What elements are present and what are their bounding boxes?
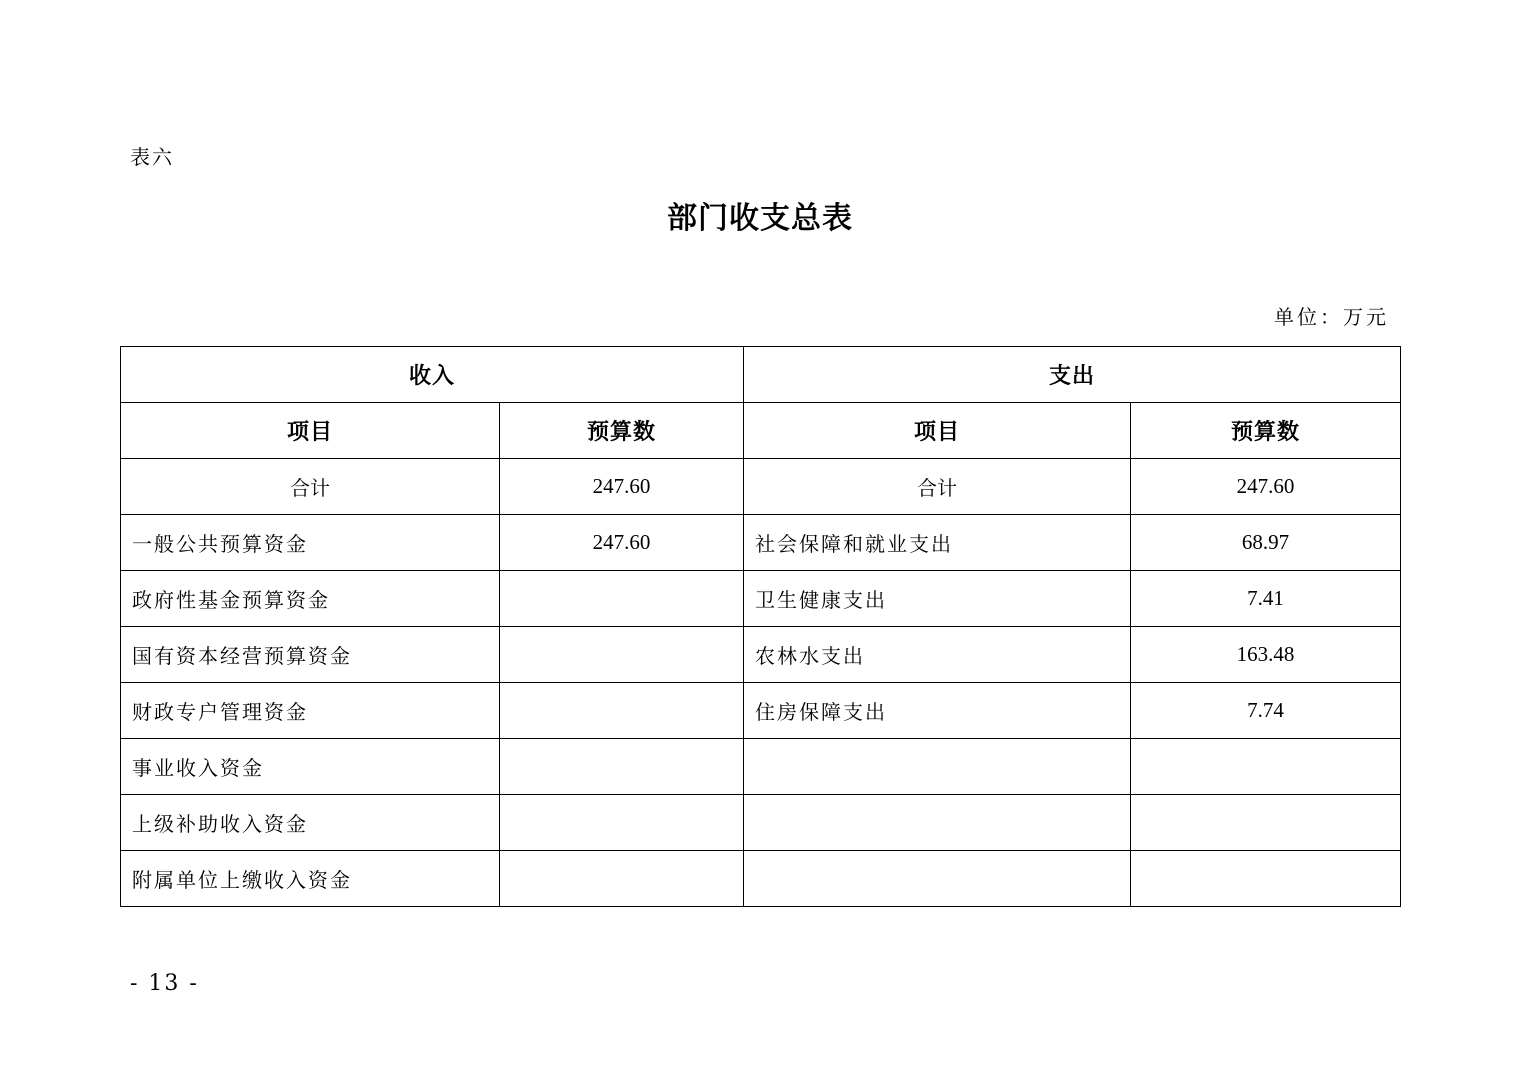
income-amount-cell xyxy=(500,795,744,851)
expense-item-cell: 卫生健康支出 xyxy=(744,571,1131,627)
total-row xyxy=(121,459,1401,515)
expense-amount-cell: 68.97 xyxy=(1131,515,1401,571)
expense-item-header: 项目 xyxy=(744,403,1131,459)
expense-amount-cell xyxy=(1131,795,1401,851)
table-label: 表六 xyxy=(130,145,174,169)
expense-item-cell xyxy=(744,739,1131,795)
table-row xyxy=(121,851,1401,907)
expense-amount-header: 预算数 xyxy=(1131,403,1401,459)
expense-item-cell: 农林水支出 xyxy=(744,627,1131,683)
expense-amount-cell: 163.48 xyxy=(1131,627,1401,683)
income-item-cell: 国有资本经营预算资金 xyxy=(121,627,500,683)
expense-item-cell: 住房保障支出 xyxy=(744,683,1131,739)
income-item-cell: 事业收入资金 xyxy=(121,739,500,795)
expense-total-value: 247.60 xyxy=(1131,459,1401,515)
income-total-value: 247.60 xyxy=(500,459,744,515)
table-row xyxy=(121,683,1401,739)
unit-label: 单位：万元 xyxy=(1274,305,1389,329)
income-item-cell: 附属单位上缴收入资金 xyxy=(121,851,500,907)
expense-amount-cell: 7.41 xyxy=(1131,571,1401,627)
table-row xyxy=(121,515,1401,571)
income-item-cell: 一般公共预算资金 xyxy=(121,515,500,571)
page-title: 部门收支总表 xyxy=(667,201,853,236)
expense-amount-cell xyxy=(1131,851,1401,907)
income-item-cell: 政府性基金预算资金 xyxy=(121,571,500,627)
income-amount-header: 预算数 xyxy=(500,403,744,459)
budget-table xyxy=(120,346,1401,907)
income-amount-cell xyxy=(500,739,744,795)
expense-total-label: 合计 xyxy=(744,459,1131,515)
income-item-cell: 财政专户管理资金 xyxy=(121,683,500,739)
table-row xyxy=(121,627,1401,683)
table-row xyxy=(121,739,1401,795)
income-item-header: 项目 xyxy=(121,403,500,459)
income-total-label: 合计 xyxy=(121,459,500,515)
expense-item-cell xyxy=(744,851,1131,907)
column-header-row xyxy=(121,403,1401,459)
group-header-row xyxy=(121,347,1401,403)
income-amount-cell xyxy=(500,627,744,683)
table-row xyxy=(121,571,1401,627)
page-number: - 13 - xyxy=(130,971,199,996)
table-row xyxy=(121,795,1401,851)
income-group-header: 收入 xyxy=(121,347,744,403)
income-amount-cell: 247.60 xyxy=(500,515,744,571)
expense-item-cell xyxy=(744,795,1131,851)
expense-amount-cell xyxy=(1131,739,1401,795)
income-amount-cell xyxy=(500,571,744,627)
income-amount-cell xyxy=(500,851,744,907)
expense-amount-cell: 7.74 xyxy=(1131,683,1401,739)
income-item-cell: 上级补助收入资金 xyxy=(121,795,500,851)
expense-group-header: 支出 xyxy=(744,347,1401,403)
expense-item-cell: 社会保障和就业支出 xyxy=(744,515,1131,571)
income-amount-cell xyxy=(500,683,744,739)
